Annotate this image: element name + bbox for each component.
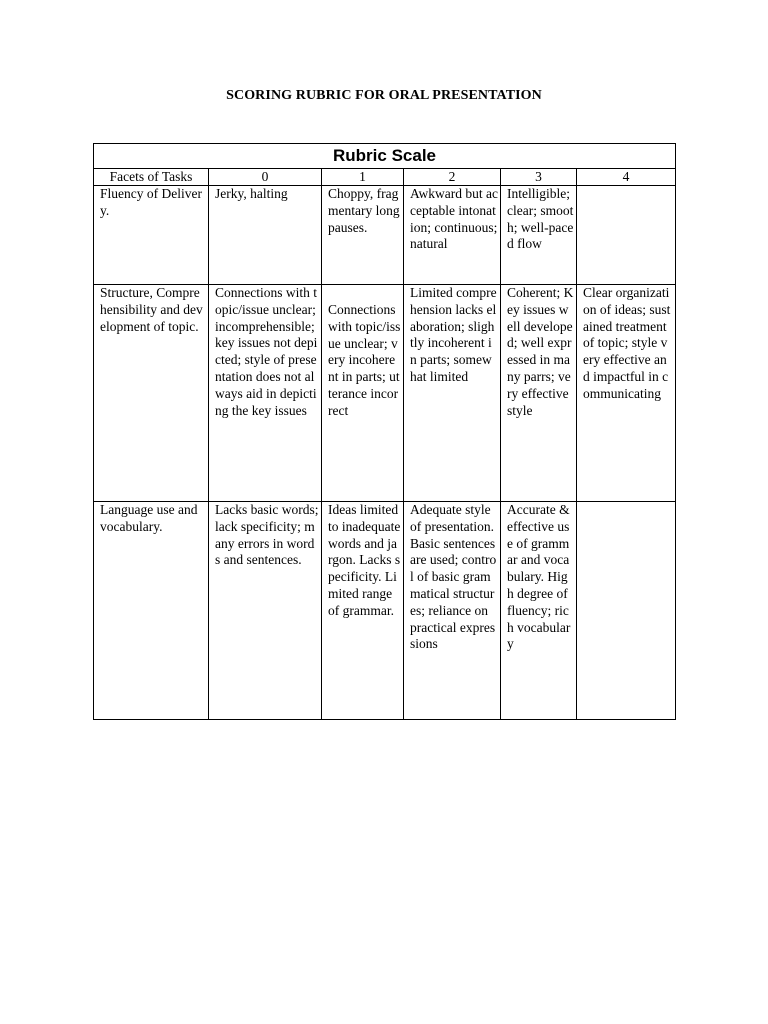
header-score-3: 3 [501,169,577,186]
facet-cell: Language use and vocabulary. [94,502,209,720]
score-0-cell: Jerky, halting [209,186,322,285]
table-header-row [94,169,676,186]
score-1-cell: Choppy, fragmentary long pauses. [322,186,404,285]
header-score-2: 2 [404,169,501,186]
score-1-cell: Ideas limited to inadequate words and jargon. Lacks specificity. Limited range of grammar. [322,502,404,720]
score-1-cell: Connections with topic/issue unclear; very incoherent in parts; utterance incorrect [322,285,404,502]
rubric-scale-title: Rubric Scale [94,144,676,169]
score-2-cell: Limited comprehension lacks elaboration; slightly incoherent in parts; somewhat limited [404,285,501,502]
score-0-cell: Lacks basic words; lack specificity; many errors in words and sentences. [209,502,322,720]
score-4-cell: Clear organization of ideas; sustained treatment of topic; style very effective and impactful in communicating [577,285,676,502]
document-title: SCORING RUBRIC FOR ORAL PRESENTATION [226,88,542,103]
score-4-cell [577,502,676,720]
header-score-4: 4 [577,169,676,186]
score-3-cell: Coherent; Key issues well developed; well expressed in many parrs; very effective style [501,285,577,502]
header-score-1: 1 [322,169,404,186]
rubric-table [93,143,676,720]
table-row-language [94,502,676,720]
header-score-0: 0 [209,169,322,186]
score-4-cell [577,186,676,285]
score-3-cell: Intelligible; clear; smooth; well-paced flow [501,186,577,285]
score-2-cell: Awkward but acceptable intonation; continuous; natural [404,186,501,285]
facet-cell: Fluency of Delivery. [94,186,209,285]
facet-cell: Structure, Comprehensibility and development of topic. [94,285,209,502]
table-row-fluency [94,186,676,285]
header-facets: Facets of Tasks [94,169,209,186]
score-3-cell: Accurate & effective use of grammar and vocabulary. High degree of fluency; rich vocabulary [501,502,577,720]
score-0-cell: Connections with topic/issue unclear; incomprehensible; key issues not depicted; style of presentation does not always aid in depicting the key issues [209,285,322,502]
table-row-structure [94,285,676,502]
score-2-cell: Adequate style of presentation. Basic sentences are used; control of basic grammatical structures; reliance on practical expressions [404,502,501,720]
